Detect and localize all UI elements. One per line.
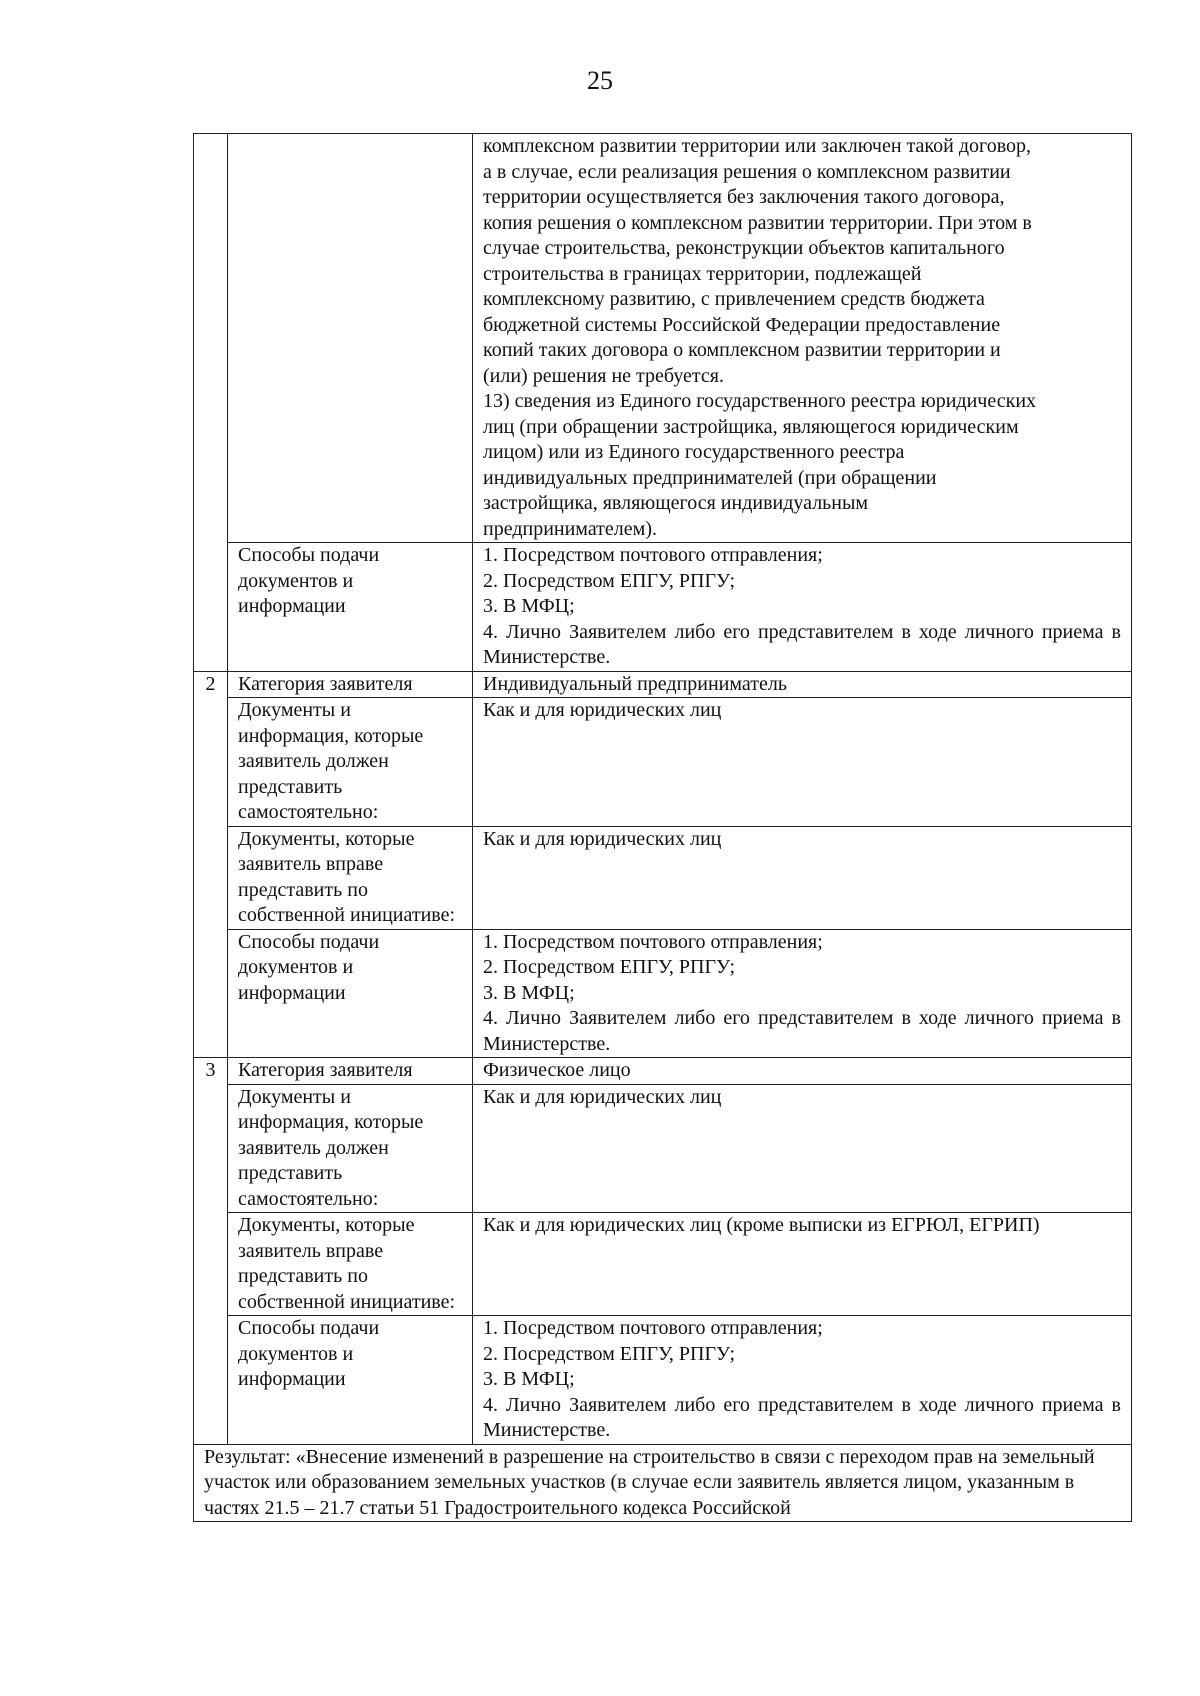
optional-docs-label: Документы, которые заявитель вправе представить по собственной инициативе: [228,1213,473,1316]
group-3-required-docs-row [194,1084,1132,1213]
services-table [193,133,1132,1522]
optional-docs-value: Как и для юридических лиц (кроме выписки из ЕГРЮЛ, ЕГРИП) [473,1213,1132,1316]
text-line: копия решения о комплексном развитии территории. При этом в [483,211,1032,234]
text-line: комплексному развитию, с привлечением средств бюджета [483,288,985,310]
submission-label: Способы подачи документов и информации [228,929,473,1058]
submission-label: Способы подачи документов и информации [228,1316,473,1445]
text-line: лиц (при обращении застройщика, являющегося юридическим [483,415,1019,438]
group-3-optional-docs-row [194,1213,1132,1316]
page-number: 25 [587,66,613,95]
group-number: 3 [194,1058,228,1445]
submission-methods [473,929,1132,1058]
result-row [194,1444,1132,1522]
submission-method: 1. Посредством почтового отправления; [483,544,823,566]
submission-method: 2. Посредством ЕПГУ, РПГУ; [483,1342,736,1365]
group-number: 2 [194,671,228,1058]
submission-method: 2. Посредством ЕПГУ, РПГУ; [483,956,736,978]
text-line: случае строительства, реконструкции объектов капитального [483,237,1005,259]
group-2-category-row [194,671,1132,698]
submission-method: 2. Посредством ЕПГУ, РПГУ; [483,569,736,592]
submission-method: 1. Посредством почтового отправления; [483,930,823,953]
text-line: лицом) или из Единого государственного реестра [483,441,905,463]
text-line: (или) решения не требуется. [483,364,724,387]
text-line: застройщика, являющегося индивидуальным [483,492,869,514]
continued-paragraph [483,134,1121,389]
text-line: комплексном развитии территории или заключен такой договор, [483,135,1032,157]
submission-method: 1. Посредством почтового отправления; [483,1317,823,1339]
text-line: предпринимателем). [483,517,657,540]
submission-method: 3. В МФЦ; [483,595,575,617]
submission-label: Способы подачи документов и информации [228,543,473,672]
result-text: Результат: «Внесение изменений в разрешение на строительство в связи с переходом прав на земельный участок или образованием земельных участков (в случае если заявитель является лицом, указанным в частях 21.5 – 21.7 статьи 51 Градостроительного кодекса Российской [194,1444,1132,1522]
category-value: Физическое лицо [473,1058,1132,1085]
group-3-submission-row [194,1316,1132,1445]
continued-documents-row [194,134,1132,543]
required-docs-value: Как и для юридических лиц [473,1084,1132,1213]
text-line: бюджетной системы Российской Федерации предоставление [483,313,1001,336]
group-2-required-docs-row [194,698,1132,827]
category-label: Категория заявителя [228,671,473,698]
continued-submission-row [194,543,1132,672]
submission-method: 3. В МФЦ; [483,1368,575,1390]
continued-number-cell [194,134,228,672]
continued-label-cell [228,134,473,543]
text-line: копий таких договора о комплексном развитии территории и [483,339,1001,361]
continued-documents-cell [473,134,1132,543]
text-line: а в случае, если реализация решения о комплексном развитии [483,160,1011,183]
text-line: строительства в границах территории, подлежащей [483,262,922,285]
group-3-category-row [194,1058,1132,1085]
item-13 [483,389,1121,542]
submission-methods [473,543,1132,672]
submission-method: 4. Лично Заявителем либо его представителем в ходе личного приема в Министерстве. [483,1007,1121,1055]
submission-method: 4. Лично Заявителем либо его представителем в ходе личного приема в Министерстве. [483,620,1121,668]
category-label: Категория заявителя [228,1058,473,1085]
submission-method: 4. Лично Заявителем либо его представителем в ходе личного приема в Министерстве. [483,1393,1121,1441]
optional-docs-label: Документы, которые заявитель вправе представить по собственной инициативе: [228,826,473,929]
required-docs-label: Документы и информация, которые заявитель должен представить самостоятельно: [228,1084,473,1213]
text-line: индивидуальных предпринимателей (при обращении [483,466,937,489]
required-docs-value: Как и для юридических лиц [473,698,1132,827]
text-line: 13) сведения из Единого государственного реестра юридических [483,390,1037,412]
required-docs-label: Документы и информация, которые заявитель должен представить самостоятельно: [228,698,473,827]
submission-methods [473,1316,1132,1445]
text-line: территории осуществляется без заключения такого договора, [483,186,1005,208]
group-2-submission-row [194,929,1132,1058]
category-value: Индивидуальный предприниматель [473,671,1132,698]
submission-method: 3. В МФЦ; [483,981,575,1004]
group-2-optional-docs-row [194,826,1132,929]
optional-docs-value: Как и для юридических лиц [473,826,1132,929]
